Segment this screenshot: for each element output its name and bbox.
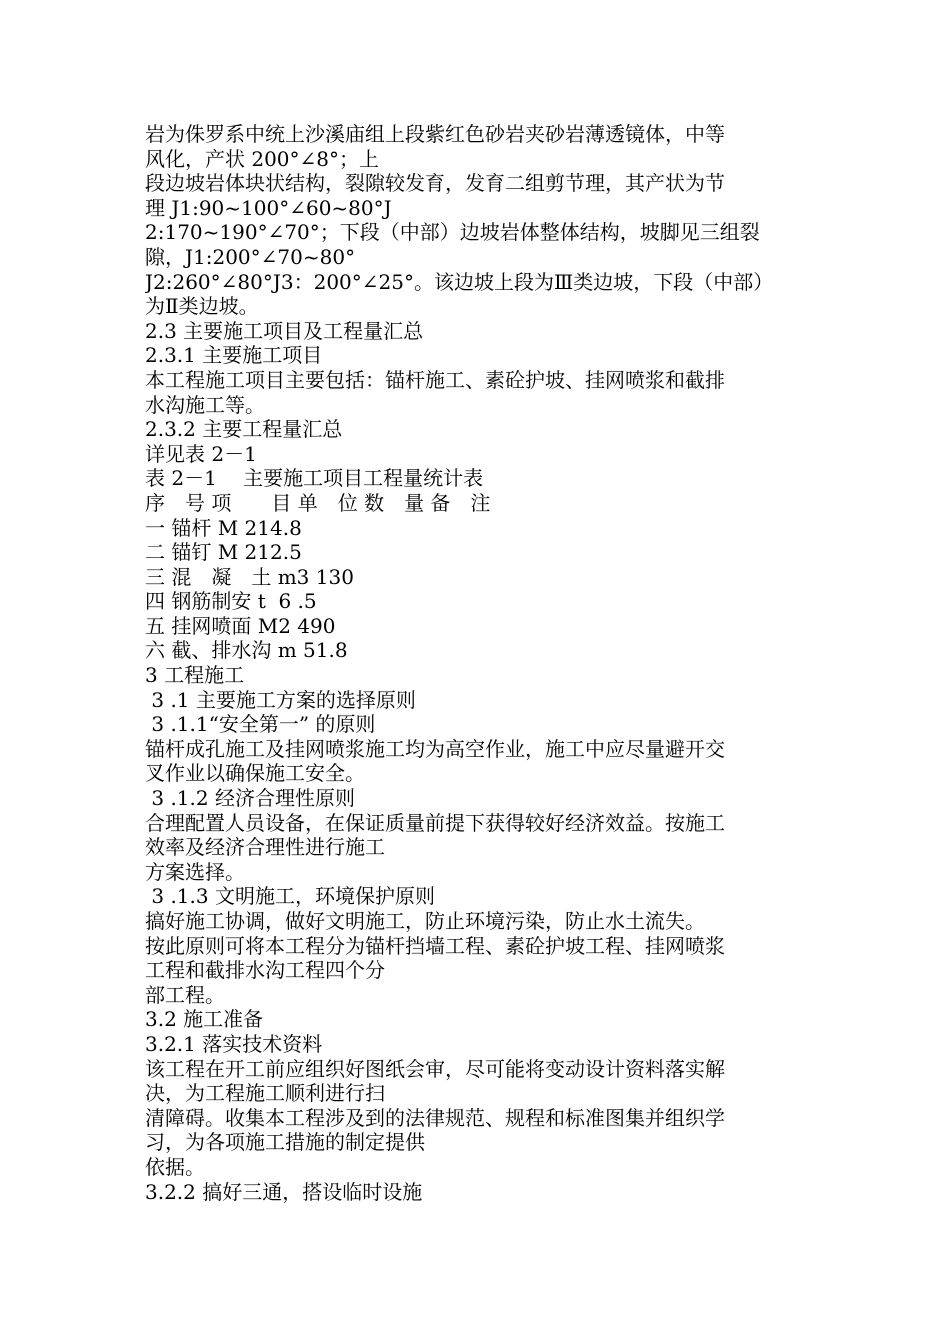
table-row: 一 锚杆 M 214.8: [145, 515, 302, 540]
text-line: 部工程。: [145, 982, 225, 1007]
table-row: 三 混 凝 土 m3 130: [145, 564, 354, 589]
text-line: 叉作业以确保施工安全。: [145, 761, 365, 786]
text-line: 依据。: [145, 1154, 205, 1179]
text-line: 隙，J1:200°∠70~80°: [145, 244, 356, 269]
subsection-heading: 3 .1.1“安全第一” 的原则: [145, 712, 376, 737]
text-line: J2:260°∠80°J3：200°∠25°。该边坡上段为Ⅲ类边坡，下段（中部）: [145, 269, 774, 294]
text-line: 岩为侏罗系中统上沙溪庙组上段紫红色砂岩夹砂岩薄透镜体，中等: [145, 122, 725, 146]
subsection-heading: 3 .1.2 经济合理性原则: [145, 786, 355, 811]
text-line: 方案选择。: [145, 859, 245, 884]
text-line: 2:170~190°∠70°；下段（中部）边坡岩体整体结构，坡脚见三组裂: [145, 220, 760, 245]
subsection-heading: 3.2.1 落实技术资料: [145, 1031, 323, 1056]
text-line: 该工程在开工前应组织好图纸会审，尽可能将变动设计资料落实解: [145, 1056, 725, 1081]
table-row: 六 截、排水沟 m 51.8: [145, 638, 348, 663]
subsection-heading: 3 .1.3 文明施工，环境保护原则: [145, 884, 435, 909]
table-header: 序 号 项 目 单 位 数 量 备 注: [145, 490, 491, 515]
text-line: 理 J1:90~100°∠60~80°J: [145, 195, 392, 220]
table-row: 二 锚钉 M 212.5: [145, 540, 302, 565]
section-heading: 2.3 主要施工项目及工程量汇总: [145, 318, 424, 343]
text-line: 效率及经济合理性进行施工: [145, 835, 385, 860]
text-line: 决，为工程施工顺利进行扫: [145, 1081, 385, 1106]
text-line: 习，为各项施工措施的制定提供: [145, 1130, 425, 1155]
section-heading: 3.2 施工准备: [145, 1007, 264, 1032]
text-line: 清障碍。收集本工程涉及到的法律规范、规程和标准图集并组织学: [145, 1105, 725, 1130]
text-line: 水沟施工等。: [145, 392, 265, 417]
subsection-heading: 3 .1 主要施工方案的选择原则: [145, 687, 416, 712]
table-caption: 表 2－1 主要施工项目工程量统计表: [145, 466, 484, 491]
text-line: 搞好施工协调，做好文明施工，防止环境污染，防止水土流失。: [145, 909, 705, 933]
table-row: 五 挂网喷面 M2 490: [145, 613, 336, 638]
section-heading: 3 工程施工: [145, 663, 245, 688]
text-line: 详见表 2－1: [145, 441, 257, 466]
text-line: 按此原则可将本工程分为锚杆挡墙工程、素砼护坡工程、挂网喷浆: [145, 933, 725, 958]
text-line: 段边坡岩体块状结构，裂隙较发育，发育二组剪节理，其产状为节: [145, 171, 725, 196]
table-row: 四 钢筋制安 t 6 .5: [145, 589, 317, 614]
text-line: 合理配置人员设备，在保证质量前提下获得较好经济效益。按施工: [145, 810, 725, 835]
subsection-heading: 3.2.2 搞好三通，搭设临时设施: [145, 1179, 423, 1204]
subsection-heading: 2.3.2 主要工程量汇总: [145, 417, 343, 442]
subsection-heading: 2.3.1 主要施工项目: [145, 343, 323, 368]
text-line: 工程和截排水沟工程四个分: [145, 958, 385, 983]
document-body: [145, 122, 810, 1204]
text-line: 风化，产状 200°∠8°；上: [145, 146, 380, 171]
text-line: 锚杆成孔施工及挂网喷浆施工均为高空作业，施工中应尽量避开交: [145, 736, 725, 761]
text-line: 本工程施工项目主要包括：锚杆施工、素砼护坡、挂网喷浆和截排: [145, 367, 725, 392]
text-line: 为Ⅱ类边坡。: [145, 294, 259, 319]
